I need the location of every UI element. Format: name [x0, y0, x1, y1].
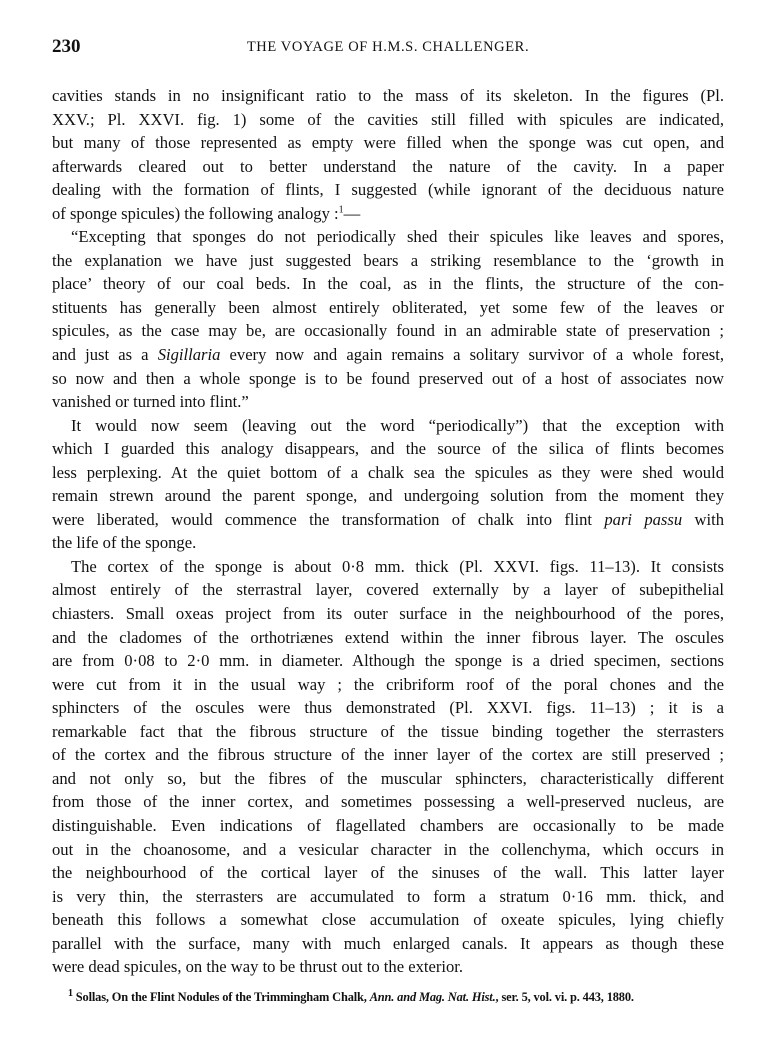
text-line — [52, 343, 724, 367]
text-line — [52, 908, 724, 932]
text-segment: and the cladomes of the orthotriænes extend within the inner fibrous layer. The oscules — [52, 627, 724, 647]
text-segment: out in the choanosome, and a vesicular character in the collenchyma, which occurs in — [52, 839, 724, 859]
text-line — [52, 790, 724, 814]
text-segment: spicules, as the case may be, are occasionally found in an admirable state of preservation ; — [52, 321, 724, 341]
text-line — [52, 367, 724, 391]
text-line — [52, 131, 724, 155]
text-line — [52, 578, 724, 602]
text-segment: from those of the inner cortex, and sometimes possessing a well-preserved nucleus, are — [52, 792, 724, 812]
text-line — [52, 390, 724, 414]
footnote — [68, 987, 634, 1005]
text-segment: is very thin, the sterrasters are accumulated to form a stratum 0·16 mm. thick, and — [52, 886, 724, 906]
text-segment: of sponge spicules) the following analogy : — [52, 203, 339, 223]
paragraph — [52, 414, 724, 555]
text-line — [52, 932, 724, 956]
text-segment: the explanation we have just suggested bears a striking resemblance to the ‘growth in — [52, 250, 724, 270]
running-title: THE VOYAGE OF H.M.S. CHALLENGER. — [246, 39, 530, 55]
text-segment: cavities stands in no insignificant ratio to the mass of its skeleton. In the figures (Pl. — [52, 86, 724, 105]
text-segment: afterwards cleared out to better understand the nature of the cavity. In a paper — [52, 156, 724, 176]
text-segment: so now and then a whole sponge is to be found preserved out of a host of associates now — [52, 368, 724, 388]
text-segment: parallel with the surface, many with much enlarged canals. It appears as though these — [52, 933, 724, 953]
text-line — [52, 814, 724, 838]
italic-text: pari passu — [604, 509, 683, 529]
text-line — [52, 108, 724, 132]
text-segment: and just as a — [52, 345, 158, 365]
text-line — [52, 861, 724, 885]
text-segment: stituents has generally been almost entirely obliterated, yet some few of the leaves or — [52, 297, 724, 317]
text-segment: were dead spicules, on the way to be thrust out to the exterior. — [52, 957, 464, 977]
text-line — [52, 437, 724, 461]
footnote-reference: 1 — [338, 204, 344, 216]
text-line — [52, 602, 724, 626]
text-segment: XXV.; Pl. XXVI. fig. 1) some of the cavities still filled with spicules are indicated, — [52, 109, 724, 129]
text-line — [52, 178, 724, 202]
text-segment: are from 0·08 to 2·0 mm. in diameter. Although the sponge is a dried specimen, sections — [52, 651, 724, 671]
text-segment: less perplexing. At the quiet bottom of a chalk sea the spicules as they were shed would — [52, 462, 724, 482]
text-line — [52, 743, 724, 767]
text-line — [52, 696, 724, 720]
text-segment: with — [682, 509, 724, 529]
text-line — [52, 249, 724, 273]
text-segment: chiasters. Small oxeas project from its outer surface in the neighbourhood of the pores, — [52, 604, 724, 624]
text-segment: “Excepting that sponges do not periodically shed their spicules like leaves and spores, — [71, 227, 724, 247]
text-line — [52, 767, 724, 791]
text-segment: were cut from it in the usual way ; the cribriform roof of the poral chones and the — [52, 674, 724, 694]
text-segment: which I guarded this analogy disappears, and the source of the silica of flints becomes — [52, 439, 724, 459]
text-line — [52, 885, 724, 909]
text-line — [52, 626, 724, 650]
text-line — [52, 155, 724, 179]
text-line — [52, 720, 724, 744]
journal-title: Ann. and Mag. Nat. Hist. — [369, 990, 496, 1004]
text-segment: It would now seem (leaving out the word “periodically”) that the exception with — [71, 415, 724, 435]
text-segment: place’ theory of our coal beds. In the coal, as in the flints, the structure of the con- — [52, 274, 724, 294]
text-line — [52, 296, 724, 320]
footnote-marker: 1 — [68, 987, 73, 999]
text-segment: the neighbourhood of the cortical layer of the sinuses of the wall. This latter layer — [52, 863, 724, 883]
footnote-text: , ser. 5, vol. vi. p. 443, 1880. — [495, 990, 634, 1004]
paragraph — [52, 84, 724, 225]
text-line — [52, 649, 724, 673]
text-line — [52, 461, 724, 485]
footnote-text: Sollas, On the Flint Nodules of the Trimmingham Chalk, — [72, 990, 370, 1004]
text-line — [52, 414, 724, 438]
text-line — [52, 225, 724, 249]
text-line — [52, 555, 724, 579]
text-segment: beneath this follows a somewhat close accumulation of oxeate spicules, lying chiefly — [52, 910, 724, 930]
text-segment: dealing with the formation of flints, I suggested (while ignorant of the deciduous nature — [52, 180, 724, 200]
text-line — [52, 84, 724, 108]
page-number: 230 — [52, 36, 81, 57]
paragraph — [52, 555, 724, 979]
text-line — [52, 272, 724, 296]
text-segment: but many of those represented as empty were filled when the sponge was cut open, and — [52, 133, 724, 153]
text-segment: distinguishable. Even indications of flagellated chambers are occasionally to be made — [52, 815, 724, 835]
text-segment: almost entirely of the sterrastral layer, covered externally by a layer of subepithelial — [52, 580, 724, 600]
text-line — [52, 838, 724, 862]
text-line — [52, 319, 724, 343]
text-segment: the life of the sponge. — [52, 533, 197, 553]
page-header — [52, 36, 724, 62]
text-line — [52, 202, 724, 226]
text-segment: remarkable fact that the fibrous structure of the tissue binding together the sterrasters — [52, 721, 724, 741]
body-text — [52, 84, 724, 979]
text-segment: and not only so, but the fibres of the muscular sphincters, characteristically different — [52, 768, 724, 788]
text-line — [52, 673, 724, 697]
paragraph — [52, 225, 724, 413]
italic-text: Sigillaria — [157, 345, 221, 365]
text-segment: every now and again remains a solitary survivor of a whole forest, — [220, 345, 725, 365]
text-segment: were liberated, would commence the transformation of chalk into flint — [52, 509, 605, 529]
text-segment: vanished or turned into flint.” — [52, 392, 249, 412]
text-segment: The cortex of the sponge is about 0·8 mm. thick (Pl. XXVI. figs. 11–13). It consists — [71, 556, 724, 576]
text-segment: sphincters of the oscules were thus demonstrated (Pl. XXVI. figs. 11–13) ; it is a — [52, 698, 724, 718]
text-segment: of the cortex and the fibrous structure of the inner layer of the cortex are still preserved ; — [52, 745, 724, 765]
text-line — [52, 508, 724, 532]
text-segment: — — [343, 203, 361, 223]
text-line — [52, 484, 724, 508]
text-line — [52, 531, 724, 555]
text-line — [52, 955, 724, 979]
text-segment: remain strewn around the parent sponge, and undergoing solution from the moment they — [52, 486, 724, 506]
